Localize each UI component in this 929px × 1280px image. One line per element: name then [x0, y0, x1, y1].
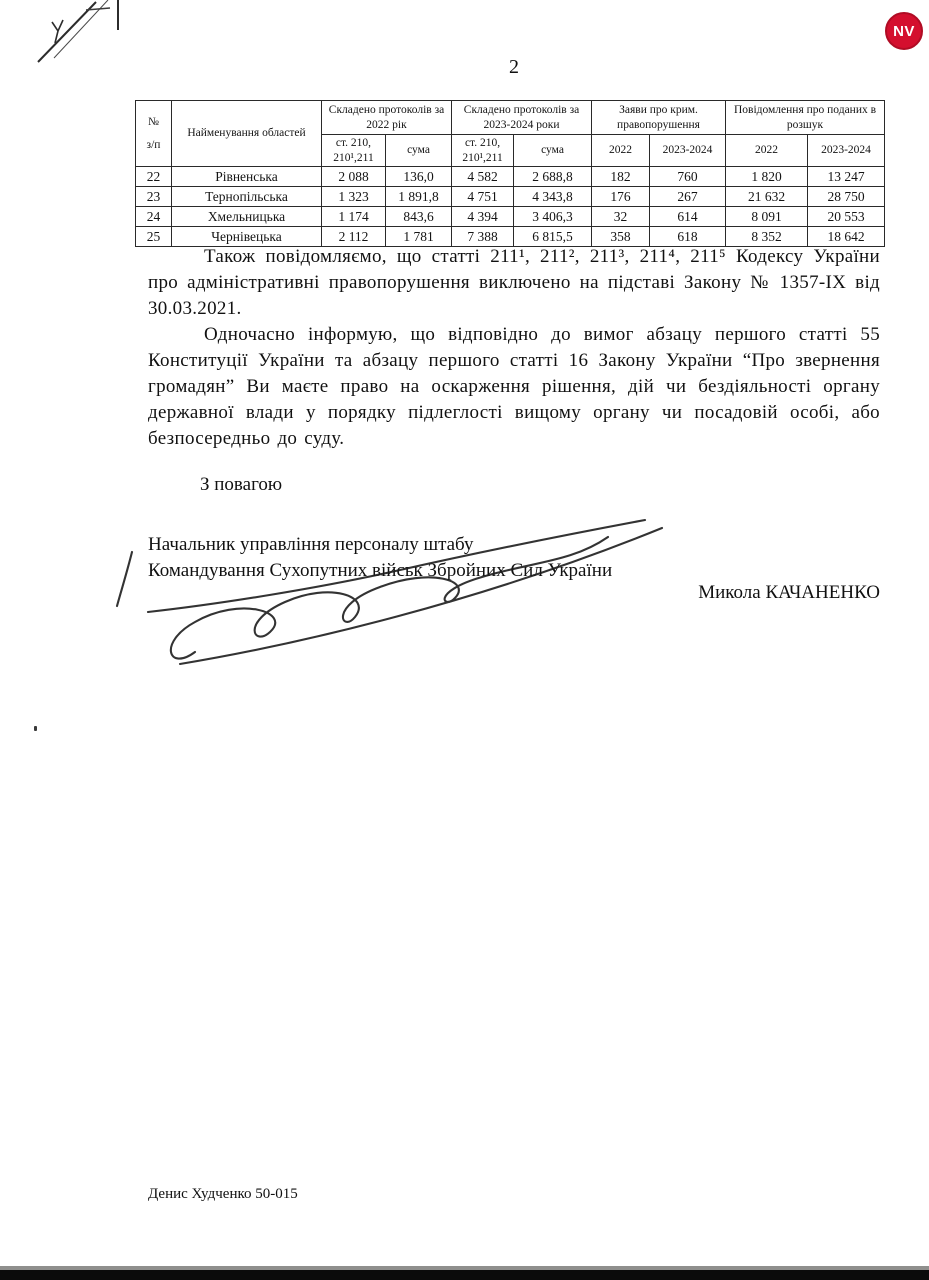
cell-p24-st: 4 394 [452, 207, 514, 227]
header-group-wanted-notices: Повідомлення про поданих в розшук [726, 101, 885, 135]
paragraph-codex-articles: Також повідомляємо, що статті 211¹, 211², 211³, 211⁴, 211⁵ Кодексу України про адміністративні правопорушення виключено на підставі Закону № 1357-ІХ від 30.03.2021. [148, 246, 880, 319]
header-group-criminal-claims: Заяви про крим. правопорушення [592, 101, 726, 135]
cell-p24-st: 7 388 [452, 227, 514, 247]
table-row [136, 167, 885, 187]
cell-p22-st: 1 323 [322, 187, 386, 207]
signer-block [148, 532, 880, 606]
cell-r2022: 8 091 [726, 207, 808, 227]
scan-corner-artifact [0, 0, 140, 80]
cell-p22-st: 2 088 [322, 167, 386, 187]
page-number: 2 [509, 56, 519, 78]
nv-logo [885, 12, 923, 50]
header-sub-st210-2023: ст. 210, 210¹,211 [452, 135, 514, 167]
cell-no: 24 [136, 207, 172, 227]
cell-p22-sum: 1 781 [386, 227, 452, 247]
cell-r2023: 18 642 [808, 227, 885, 247]
cell-p22-sum: 843,6 [386, 207, 452, 227]
cell-region: Тернопільська [172, 187, 322, 207]
cell-z2022: 358 [592, 227, 650, 247]
cell-p22-sum: 136,0 [386, 167, 452, 187]
stats-table [135, 100, 885, 247]
header-sub-year-2023: 2023-2024 [650, 135, 726, 167]
cell-p24-sum: 2 688,8 [514, 167, 592, 187]
cell-region: Хмельницька [172, 207, 322, 227]
header-sub-suma-2022: сума [386, 135, 452, 167]
scan-speck [34, 726, 37, 731]
table-row [136, 207, 885, 227]
cell-p22-st: 1 174 [322, 207, 386, 227]
header-sub-st210-2022: ст. 210, 210¹,211 [322, 135, 386, 167]
letter-body [148, 244, 880, 606]
cell-p24-sum: 4 343,8 [514, 187, 592, 207]
header-sub-suma-2023: сума [514, 135, 592, 167]
stats-table-container [135, 100, 885, 247]
cell-z2023: 760 [650, 167, 726, 187]
table-row [136, 187, 885, 207]
cell-no: 25 [136, 227, 172, 247]
cell-z2022: 176 [592, 187, 650, 207]
cell-r2022: 1 820 [726, 167, 808, 187]
scan-edge-black [0, 1270, 929, 1280]
nv-logo-text: NV [893, 22, 915, 40]
footer-contact: Денис Худченко 50-015 [148, 1186, 298, 1202]
cell-r2023: 28 750 [808, 187, 885, 207]
cell-z2022: 182 [592, 167, 650, 187]
header-sub-year-2022: 2022 [592, 135, 650, 167]
cell-r2022: 21 632 [726, 187, 808, 207]
cell-r2023: 13 247 [808, 167, 885, 187]
cell-r2023: 20 553 [808, 207, 885, 227]
cell-z2022: 32 [592, 207, 650, 227]
header-no-line2: з/п [146, 138, 161, 151]
cell-p24-st: 4 582 [452, 167, 514, 187]
header-no [136, 101, 172, 167]
cell-no: 23 [136, 187, 172, 207]
signer-title-line2: Командування Сухопутних військ Збройних Сил України [148, 560, 613, 581]
cell-p22-sum: 1 891,8 [386, 187, 452, 207]
cell-p22-st: 2 112 [322, 227, 386, 247]
cell-p24-sum: 3 406,3 [514, 207, 592, 227]
cell-z2023: 618 [650, 227, 726, 247]
cell-r2022: 8 352 [726, 227, 808, 247]
header-region: Найменування областей [172, 101, 322, 167]
header-group-protocols-2023-2024: Складено протоколів за 2023-2024 роки [452, 101, 592, 135]
signer-name: Микола КАЧАНЕНКО [698, 582, 880, 603]
signer-title-line1: Начальник управління персоналу штабу [148, 534, 474, 555]
header-group-protocols-2022: Складено протоколів за 2022 рік [322, 101, 452, 135]
cell-region: Рівненська [172, 167, 322, 187]
header-sub-year-2022b: 2022 [726, 135, 808, 167]
header-sub-year-2023b: 2023-2024 [808, 135, 885, 167]
header-no-line1: № [148, 116, 159, 129]
cell-region: Чернівецька [172, 227, 322, 247]
paragraph-appeal-rights: Одночасно інформую, що відповідно до вимог абзацу першого статті 55 Конституції України та абзацу першого статті 16 Закону України “Про звернення громадян” Ви маєте право на оскарження рішення, дій чи бездіяльності органу державної влади у порядку підлеглості вищому органу чи посадовій особі, або безпосередньо до суду. [148, 324, 880, 449]
cell-z2023: 267 [650, 187, 726, 207]
cell-z2023: 614 [650, 207, 726, 227]
cell-no: 22 [136, 167, 172, 187]
cell-p24-sum: 6 815,5 [514, 227, 592, 247]
cell-p24-st: 4 751 [452, 187, 514, 207]
regards-line: З повагою [200, 474, 283, 495]
